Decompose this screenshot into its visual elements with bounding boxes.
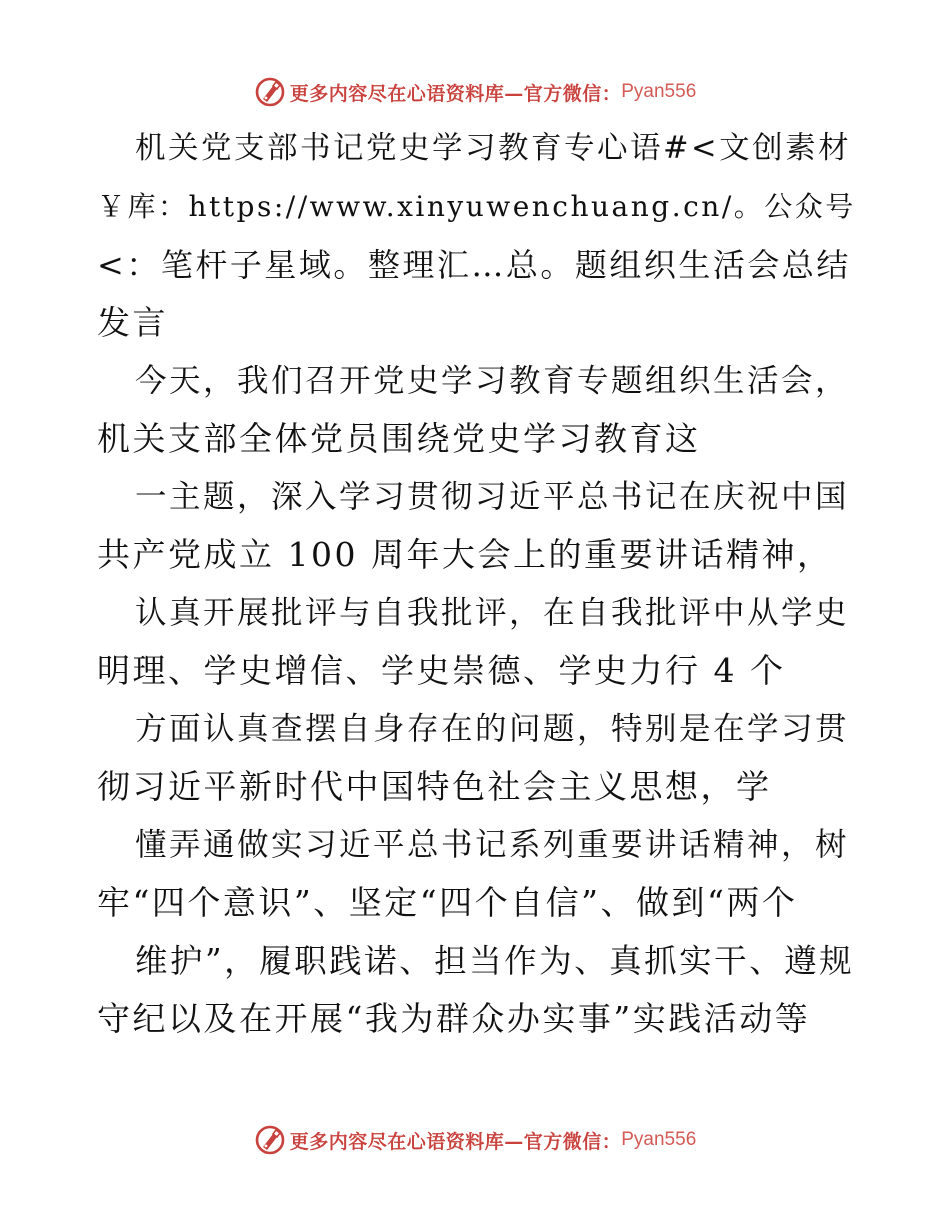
- text-line: <：笔杆子星域。整理汇…总。题组织生活会总结: [97, 246, 851, 284]
- footer-banner: [0, 1120, 950, 1160]
- text-line: 认真开展批评与自我批评，在自我批评中从学史: [135, 595, 850, 631]
- text-line: ￥库：https://www.xinyuwenchuang.cn/。公众号: [97, 190, 856, 223]
- document-body: [97, 120, 857, 1048]
- text-line: 懂弄通做实习近平总书记系列重要讲话精神，树: [135, 827, 850, 863]
- text-line: 一主题，深入学习贯彻习近平总书记在庆祝中国: [135, 479, 850, 515]
- text-line: 机关党支部书记党史学习教育专心语#<文创素材: [135, 131, 852, 166]
- pen-nib-seal-icon: [254, 76, 286, 108]
- banner-wechat-id: Pyan556: [621, 1129, 697, 1150]
- text-line: 今天，我们召开党史学习教育专题组织生活会，: [135, 363, 850, 399]
- text-line: 共产党成立 100 周年大会上的重要讲话精神，: [97, 535, 833, 574]
- text-line: 牢“四个意识”、坚定“四个自信”、做到“两个: [97, 883, 798, 922]
- header-banner: [0, 72, 950, 112]
- text-line: 明理、学史增信、学史崇德、学史力行 4 个: [97, 651, 786, 690]
- text-line: 方面认真查摆自身存在的问题，特别是在学习贯: [135, 711, 850, 747]
- text-line: 机关支部全体党员围绕党史学习教育这: [97, 419, 701, 458]
- text-line: 守纪以及在开展“我为群众办实事”实践活动等: [97, 999, 811, 1038]
- text-line: 彻习近平新时代中国特色社会主义思想，学: [97, 767, 772, 806]
- banner-wechat-id: Pyan556: [621, 81, 697, 102]
- banner-text: 更多内容尽在心语资料库—官方微信：: [289, 82, 622, 105]
- text-line: 发言: [97, 303, 168, 342]
- banner-text: 更多内容尽在心语资料库—官方微信：: [289, 1130, 622, 1153]
- text-line: 维护”，履职践诺、担当作为、真抓实干、遵规: [135, 942, 855, 980]
- pen-nib-seal-icon: [254, 1124, 286, 1156]
